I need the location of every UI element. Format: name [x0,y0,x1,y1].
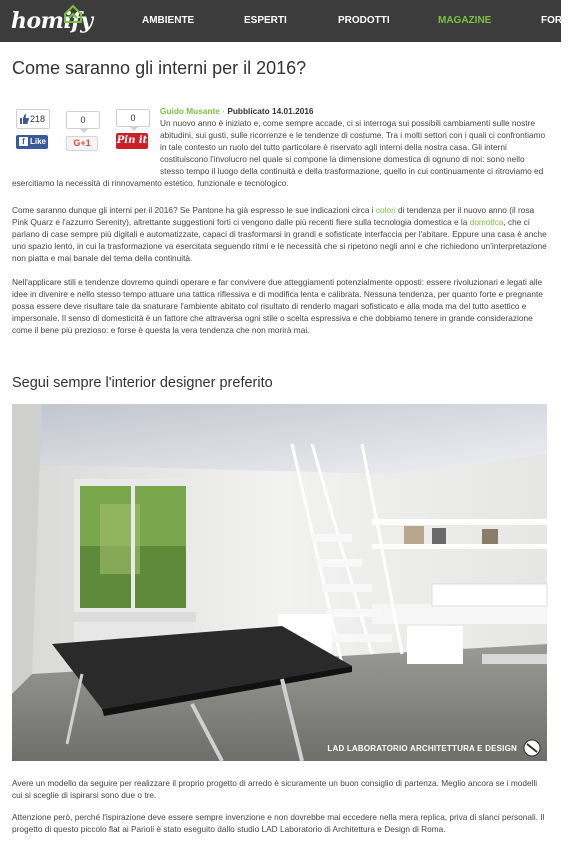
fb-like-label: Like [30,137,47,146]
p2-text-c: , che ci parlano di case sempre più digitali e automatizzate, capaci di trasformarsi in grandi e sofisticate interfaccia per l'abitare. Eppure una casa è anche uno spazio lento, in cui la trasformazione va esercitata seguendo ritmi e le necessità che si ripetono negli anni e che richiedono un'interpretazione non piatta e mai banale del tema della continuità. [12,216,547,263]
p2-text-b: di tendenza per il nuovo anno (il rosa Pink Quarz e l'azzurro Serenity), altrettante suggestioni forti ci vengono dalle più recenti fiere sulla tecnologia domestica e la [12,205,535,227]
facebook-icon: f [19,137,28,146]
paragraph-3: Nell'applicare stili e tendenze dovremo quindi operare e far convivere due atteggiamenti potenzialmente opposti: essere rivoluzionari e legati alle idee in divenire e nello stesso tempo attuare una tattica riflessiva e di modifica lenta e calibrata. Nessuna tendenza, per quanto forte e pregnante possa essere deve risultare tale da snaturare l'ambiente abitato col risultato di renderlo magari sofisticato e alla moda ma del tutto asettico e impersonale. Il senso di domesticità è un fattore che attraversa ogni stile o scelta espressiva e che dobbiamo tenere in grande considerazione come il bene più prezioso: e forse è questa la vera tendenza che non morirà mai. [12,277,543,335]
paragraph-4: Avere un modello da seguire per realizzare il proprio progetto di arredo è sicuramente un buon consiglio di partenza. Meglio ancora se i modelli cui si sceglie di ispirarsi sono due o tre. [12,778,538,800]
intro-paragraph [12,118,548,189]
author-link[interactable]: Guido Musante [160,106,220,116]
fb-count: 218 [30,114,46,124]
pinterest-button[interactable]: Pin it [116,133,148,149]
paragraph-2 [12,205,548,265]
intro-spacer [12,118,160,166]
p2-text-a: Come saranno dunque gli interni per il 2016? Se Pantone ha già espresso le sue indicazioni circa i [12,205,376,215]
link-colori[interactable]: colori [375,205,396,215]
publish-date: Pubblicato 14.01.2016 [227,106,314,116]
interior-illustration [12,404,547,761]
top-nav [0,0,578,42]
link-domotica[interactable]: domotica [469,216,504,227]
meta-separator: · [222,106,225,116]
nav-item-ambiente[interactable]: AMBIENTE [142,15,195,26]
nav-item-forum[interactable]: FORUM [541,15,578,26]
photo-credit-logo-icon [523,739,541,757]
gplus-count: 0 [66,111,100,129]
article-title: Come saranno gli interni per il 2016? [12,58,307,78]
paragraph-5: Attenzione però, perché l'ispirazione deve essere sempre invenzione e non dovrebbe mai eccedere nella mera replica, priva di slanci personali. Il progetto di questo piccolo flat ai Parioli è stato eseguito dallo studio LAD Laboratorio di Architettura e Design di Roma. [12,812,545,834]
article-meta [160,106,546,118]
gplus-button[interactable]: G+1 [66,136,98,151]
photo-credit: LAD LABORATORIO ARCHITETTURA E DESIGN [327,744,517,753]
homify-logo[interactable]: homify [11,8,93,34]
nav-item-esperti[interactable]: ESPERTI [244,15,287,26]
section-title: Segui sempre l'interior designer preferito [12,375,273,391]
nav-item-prodotti[interactable]: PRODOTTI [338,15,390,26]
pin-count: 0 [116,109,150,127]
house-logo-icon [63,4,83,24]
nav-item-magazine[interactable]: MAGAZINE [438,15,492,26]
intro-text: Un nuovo anno è iniziato e, come sempre accade, ci si interroga sui possibili cambiamenti sulle nostre abitudini, sui gusti, sulle ricorrenze e le tendenze di costume. Tra i molti settori con i quali ci confrontiamo in tale contesto un ruolo del tutto particolare è riservato agli interni della nostra casa. Gli interni costituiscono l'involucro nel quale si compone la dimensione domestica di ognuno di noi: sono nello stesso tempo il luogo della continuità e della trasformazione, quello in cui continuamente ci ritroviamo ed esercitiamo la necessità di rinnovamento estetico, funzionale e tecnologico. [12,118,546,188]
interior-photo[interactable] [12,404,547,761]
